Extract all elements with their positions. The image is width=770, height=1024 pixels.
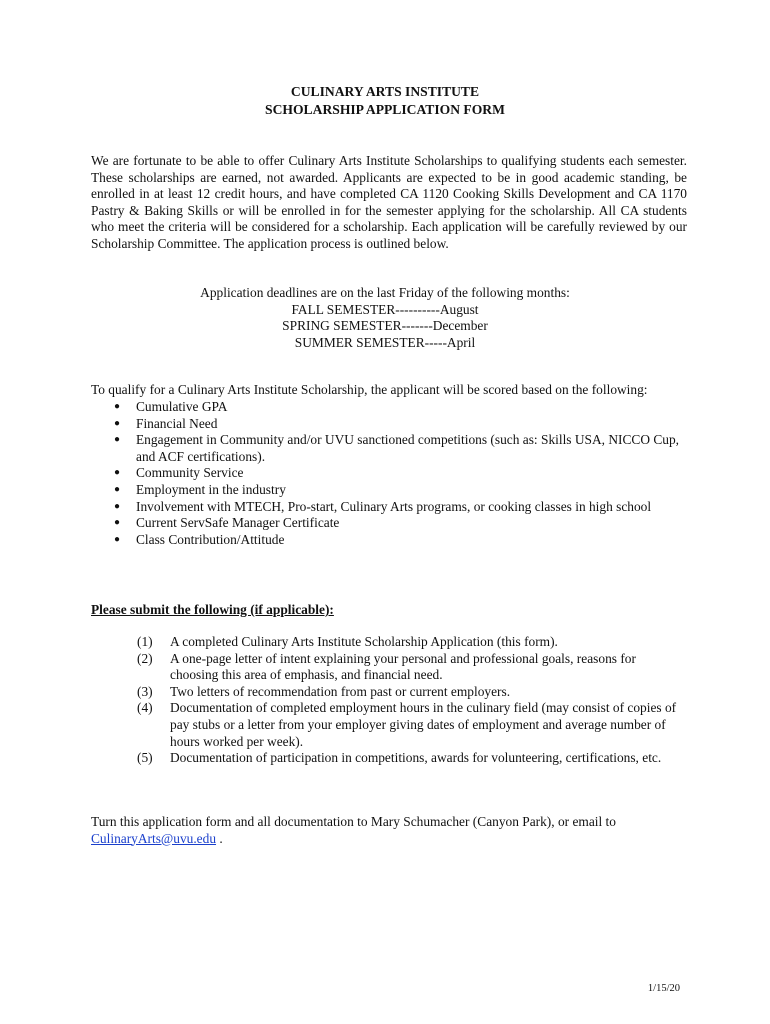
criteria-involvement: Involvement with MTECH, Pro-start, Culinary Arts programs, or cooking classes in high school	[136, 498, 652, 514]
criteria-class-contribution: Class Contribution/Attitude	[136, 531, 285, 547]
submit-heading: Please submit the following (if applicable):	[91, 602, 334, 617]
deadlines-intro: Application deadlines are on the last Friday of the following months:	[200, 285, 570, 300]
deadline-summer: SUMMER SEMESTER-----April	[294, 334, 476, 350]
criteria-gpa: Cumulative GPA	[136, 399, 228, 414]
deadline-spring: SPRING SEMESTER-------December	[282, 318, 488, 334]
bullet-icon: ●	[114, 401, 121, 412]
intro-paragraph: We are fortunate to be able to offer Culinary Arts Institute Scholarships to qualifying students each semester. These scholarships are earned, not awarded. Applicants are expected to be in good academic standing, be enrolled in at least 12 credit hours, and have completed CA 1120 Cooking Skills Development and CA 1170 Pastry & Baking Skills or will be enrolled in for the semester applying for the scholarship. All CA students who meet the criteria will be considered for a scholarship. Each application will be carefully reviewed by our Scholarship Committee. The application process is outlined below.	[91, 153, 687, 251]
turn-in-paragraph	[91, 814, 691, 847]
list-item	[91, 750, 687, 767]
item-number: (4)	[137, 700, 153, 716]
criteria-engagement: Engagement in Community and/or UVU sanctioned competitions (such as: Skills USA, NICCO Cup, and ACF certifications).	[136, 432, 680, 464]
turn-in-suffix: .	[216, 830, 223, 846]
submit-list	[91, 634, 687, 767]
email-link[interactable]: CulinaryArts@uvu.edu	[91, 830, 217, 846]
list-item	[91, 684, 687, 701]
bullet-icon: ●	[114, 483, 121, 495]
bullet-icon: ●	[114, 500, 121, 512]
list-item	[91, 465, 681, 482]
bullet-icon: ●	[114, 467, 121, 479]
list-item	[91, 515, 681, 532]
list-item	[91, 499, 681, 516]
item-number: (3)	[137, 683, 153, 699]
footer-date: 1/15/20	[647, 983, 680, 994]
list-item	[91, 416, 681, 433]
list-item	[91, 432, 681, 465]
document-subtitle: SCHOLARSHIP APPLICATION FORM	[265, 102, 505, 117]
item-number: (1)	[137, 634, 153, 649]
deadlines-block	[91, 285, 679, 351]
list-item	[91, 634, 687, 651]
document-title: CULINARY ARTS INSTITUTE	[290, 84, 480, 99]
submit-item-application: A completed Culinary Arts Institute Scholarship Application (this form).	[170, 634, 558, 649]
submit-item-letter-of-intent: A one-page letter of intent explaining your personal and professional goals, reasons for choosing this area of emphasis, and financial need.	[170, 650, 636, 683]
item-number: (2)	[137, 650, 153, 666]
list-item	[91, 482, 681, 499]
criteria-servsafe: Current ServSafe Manager Certificate	[136, 515, 340, 531]
submit-item-participation: Documentation of participation in competitions, awards for volunteering, certifications, etc.	[170, 750, 662, 766]
list-item	[91, 700, 687, 750]
bullet-icon: ●	[114, 533, 121, 545]
submit-item-employment-hours: Documentation of completed employment hours in the culinary field (may consist of copies of pay stubs or a letter from your employer giving dates of employment and average number of hours worked per week).	[170, 700, 677, 749]
submit-item-recommendations: Two letters of recommendation from past or current employers.	[170, 683, 511, 699]
list-item	[91, 651, 687, 684]
criteria-list	[91, 399, 681, 548]
criteria-community-service: Community Service	[136, 465, 244, 481]
criteria-financial-need: Financial Need	[136, 415, 218, 431]
bullet-icon: ●	[114, 417, 121, 429]
list-item	[91, 532, 681, 549]
criteria-employment: Employment in the industry	[136, 481, 286, 497]
deadline-fall: FALL SEMESTER----------August	[291, 301, 479, 317]
qualify-intro: To qualify for a Culinary Arts Institute Scholarship, the applicant will be scored based on the following:	[91, 382, 648, 397]
item-number: (5)	[137, 750, 153, 766]
bullet-icon: ●	[114, 517, 121, 529]
bullet-icon: ●	[114, 434, 121, 446]
turn-in-text: Turn this application form and all documentation to Mary Schumacher (Canyon Park), or email to	[91, 814, 616, 829]
list-item	[91, 399, 681, 416]
